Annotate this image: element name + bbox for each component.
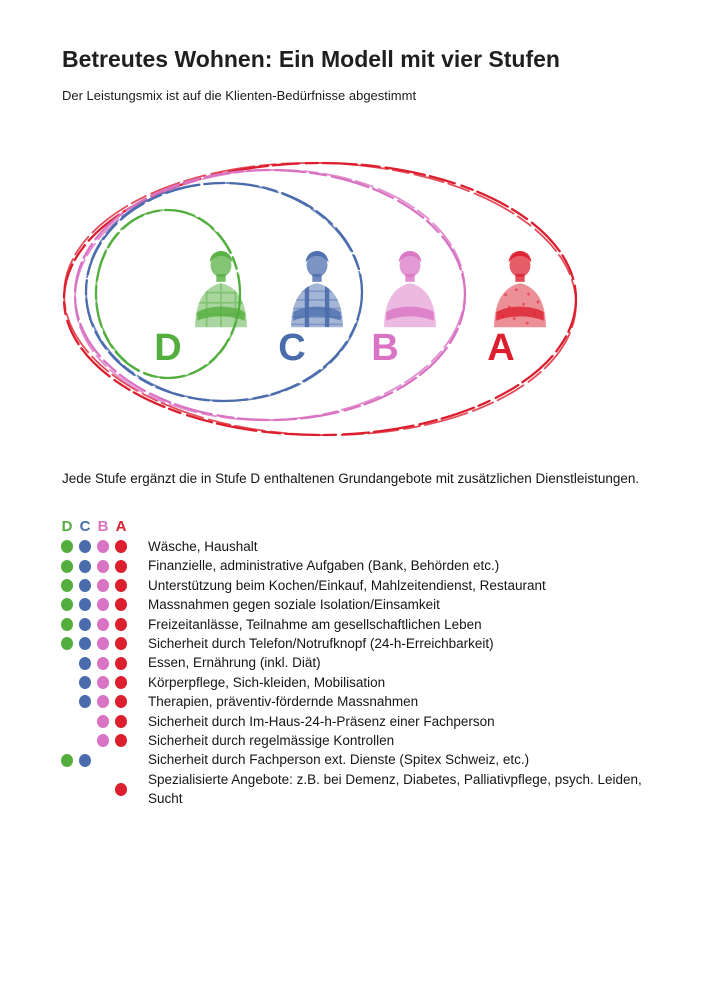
dot-cell-level-d [58, 653, 76, 672]
service-row [58, 731, 658, 750]
dot-cell-level-a [112, 576, 130, 595]
dot-cell-level-d [58, 556, 76, 575]
service-label: Freizeitanlässe, Teilnahme am gesellschaftlichen Leben [148, 616, 482, 632]
service-row [58, 673, 658, 692]
dot-cell-level-d [58, 731, 76, 750]
dot-level-a [115, 598, 127, 611]
dot-level-a [115, 783, 127, 796]
dot-level-b [97, 657, 109, 670]
dot-cell-level-a [112, 537, 130, 556]
person-level-a-elderly-woman-patterned-blouse [494, 251, 546, 327]
dot-cell-level-c [76, 673, 94, 692]
column-header-c: C [79, 518, 91, 535]
dot-cell-level-a [112, 712, 130, 731]
service-rows [58, 537, 658, 809]
dot-level-a [115, 715, 127, 728]
dot-level-b [97, 715, 109, 728]
service-table-header [58, 517, 658, 537]
dot-cell-level-c [76, 615, 94, 634]
service-label: Sicherheit durch regelmässige Kontrollen [148, 733, 395, 749]
dot-level-d [61, 598, 73, 611]
dot-cell-level-a [112, 615, 130, 634]
dot-cell-level-c [76, 634, 94, 653]
dot-cell-level-a [112, 653, 130, 672]
dot-cell-level-b [94, 576, 112, 595]
dot-level-a [115, 657, 127, 670]
dot-level-d [61, 618, 73, 631]
service-label: Sicherheit durch Telefon/Notrufknopf (24-h-Erreichbarkeit) [148, 636, 494, 652]
dot-level-b [97, 560, 109, 573]
dot-cell-level-d [58, 750, 76, 769]
dot-cell-level-c [76, 712, 94, 731]
dot-level-a [115, 734, 127, 747]
dot-level-b [97, 734, 109, 747]
diagram-caption: Jede Stufe ergänzt die in Stufe D enthaltenen Grundangebote mit zusätzlichen Dienstleistungen. [62, 471, 640, 486]
dot-level-a [115, 637, 127, 650]
dot-cell-level-d [58, 576, 76, 595]
dot-level-b [97, 676, 109, 689]
service-label: Sicherheit durch Im-Haus-24-h-Präsenz einer Fachperson [148, 713, 495, 729]
service-label: Massnahmen gegen soziale Isolation/Einsamkeit [148, 597, 440, 613]
dot-cell-level-d [58, 634, 76, 653]
page-subtitle: Der Leistungsmix ist auf die Klienten-Bedürfnisse abgestimmt [62, 88, 417, 103]
dot-cell-level-b [94, 731, 112, 750]
level-letter-a: A [487, 327, 515, 369]
dot-cell-level-c [76, 692, 94, 711]
dot-cell-level-b [94, 595, 112, 614]
dot-level-a [115, 618, 127, 631]
service-row [58, 770, 658, 809]
dot-cell-level-b [94, 653, 112, 672]
dot-level-c [79, 598, 91, 611]
dot-cell-level-a [112, 750, 130, 769]
dot-cell-level-b [94, 692, 112, 711]
service-row [58, 615, 658, 634]
service-row [58, 692, 658, 711]
column-header-d: D [61, 518, 73, 535]
dot-cell-level-c [76, 653, 94, 672]
four-level-venn-diagram [40, 153, 620, 458]
dot-cell-level-a [112, 731, 130, 750]
service-label: Wäsche, Haushalt [148, 539, 258, 554]
service-row [58, 576, 658, 595]
dot-cell-level-c [76, 537, 94, 556]
dot-cell-level-c [76, 576, 94, 595]
service-row [58, 634, 658, 653]
dot-level-b [97, 637, 109, 650]
dot-level-c [79, 618, 91, 631]
service-table [58, 517, 658, 809]
level-letter-d: D [154, 327, 182, 369]
dot-level-a [115, 579, 127, 592]
dot-cell-level-a [112, 595, 130, 614]
dot-level-c [79, 637, 91, 650]
person-level-c-elderly-man-striped-shirt [291, 251, 343, 327]
dot-cell-level-d [58, 615, 76, 634]
dot-level-b [97, 540, 109, 553]
dot-level-d [61, 540, 73, 553]
page-title: Betreutes Wohnen: Ein Modell mit vier Stufen [62, 46, 560, 72]
dot-level-a [115, 540, 127, 553]
dot-cell-level-c [76, 595, 94, 614]
dot-cell-level-b [94, 673, 112, 692]
dot-cell-level-d [58, 712, 76, 731]
service-row [58, 712, 658, 731]
service-row [58, 750, 658, 769]
dot-cell-level-d [58, 692, 76, 711]
dot-cell-level-a [112, 634, 130, 653]
dot-cell-level-a [112, 692, 130, 711]
dot-level-c [79, 540, 91, 553]
dot-level-c [79, 657, 91, 670]
dot-level-c [79, 695, 91, 708]
dot-cell-level-a [112, 556, 130, 575]
service-label: Unterstützung beim Kochen/Einkauf, Mahlzeitendienst, Restaurant [148, 577, 546, 593]
dot-level-a [115, 676, 127, 689]
service-label: Therapien, präventiv-fördernde Massnahmen [148, 694, 419, 710]
dot-level-c [79, 676, 91, 689]
dot-cell-level-b [94, 537, 112, 556]
dot-cell-level-b [94, 750, 112, 769]
dot-cell-level-a [112, 780, 130, 799]
dot-level-d [61, 560, 73, 573]
dot-cell-level-b [94, 712, 112, 731]
dot-level-a [115, 695, 127, 708]
dot-cell-level-d [58, 673, 76, 692]
service-row [58, 595, 658, 614]
service-label: Spezialisierte Angebote: z.B. bei Demenz, Diabetes, Palliativpflege, psych. Leiden, Sucht [148, 771, 642, 807]
service-label: Sicherheit durch Fachperson ext. Dienste (Spitex Schweiz, etc.) [148, 752, 530, 768]
dot-level-c [79, 560, 91, 573]
column-header-a: A [115, 518, 127, 535]
dot-cell-level-a [112, 673, 130, 692]
dot-level-b [97, 618, 109, 631]
service-label: Körperpflege, Sich-kleiden, Mobilisation [148, 674, 386, 690]
dot-level-c [79, 754, 91, 767]
dot-level-d [61, 754, 73, 767]
dot-level-d [61, 637, 73, 650]
dot-level-b [97, 579, 109, 592]
dot-cell-level-b [94, 634, 112, 653]
dot-cell-level-b [94, 615, 112, 634]
dot-level-b [97, 598, 109, 611]
level-letter-c: C [278, 327, 306, 369]
service-label: Essen, Ernährung (inkl. Diät) [148, 655, 321, 671]
service-label: Finanzielle, administrative Aufgaben (Bank, Behörden etc.) [148, 558, 500, 574]
dot-cell-level-b [94, 780, 112, 799]
dot-cell-level-d [58, 537, 76, 556]
service-row [58, 556, 658, 575]
dot-level-c [79, 579, 91, 592]
person-level-b-elderly-woman-sweater [384, 251, 436, 327]
service-row [58, 537, 658, 556]
dot-level-a [115, 560, 127, 573]
dot-cell-level-c [76, 731, 94, 750]
dot-cell-level-c [76, 780, 94, 799]
column-header-b: B [97, 518, 109, 535]
dot-cell-level-c [76, 556, 94, 575]
dot-cell-level-b [94, 556, 112, 575]
dot-cell-level-c [76, 750, 94, 769]
dot-cell-level-d [58, 780, 76, 799]
dot-level-d [61, 579, 73, 592]
level-letter-b: B [371, 327, 399, 369]
service-row [58, 653, 658, 672]
dot-level-b [97, 695, 109, 708]
dot-cell-level-d [58, 595, 76, 614]
